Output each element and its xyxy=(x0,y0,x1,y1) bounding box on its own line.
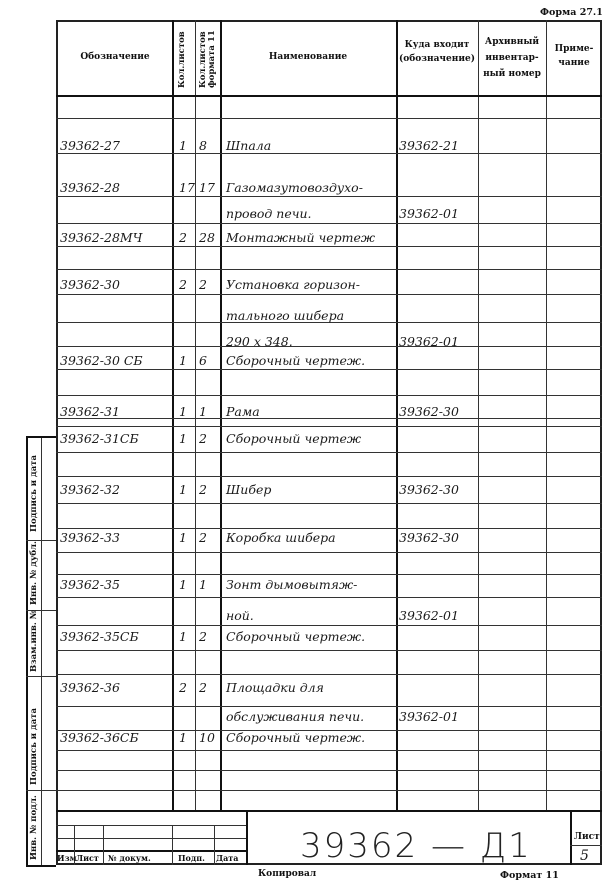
row-name: Коробка шибера xyxy=(226,530,336,545)
row-format: 17 xyxy=(199,180,215,195)
row-line xyxy=(56,790,602,791)
header-line xyxy=(56,95,602,97)
footer-copied: Копировал xyxy=(258,869,317,879)
row-line xyxy=(56,770,602,771)
row-line xyxy=(56,269,602,270)
row-name: обслуживания печи. xyxy=(226,709,365,724)
row-designation: 39362-36СБ xyxy=(60,730,139,745)
row-name: Шпала xyxy=(226,138,272,153)
sheet-label: Лист xyxy=(574,832,600,842)
row-name: Зонт дымовытяж- xyxy=(226,577,358,592)
col-line xyxy=(195,20,196,810)
side-label-replace-inv: Взам.инв. № xyxy=(29,609,39,672)
row-name: Сборочный чертеж. xyxy=(226,629,366,644)
row-line xyxy=(56,706,602,707)
row-name: Сборочный чертеж. xyxy=(226,730,366,745)
row-name: Рама xyxy=(226,404,260,419)
row-format: 2 xyxy=(199,431,207,446)
footer-format: Формат 11 xyxy=(500,870,559,881)
row-format: 2 xyxy=(199,530,207,545)
row-designation: 39362-27 xyxy=(60,138,120,153)
title-block-line xyxy=(103,825,104,865)
row-where: 39362-01 xyxy=(399,334,459,349)
col-line xyxy=(396,20,398,810)
row-name: Установка горизон- xyxy=(226,277,360,292)
side-line xyxy=(26,436,28,865)
row-designation: 39362-31 xyxy=(60,404,120,419)
row-name: Сборочный чертеж xyxy=(226,431,362,446)
row-sheets: 1 xyxy=(179,530,187,545)
row-sheets: 17 xyxy=(179,180,195,195)
row-designation: 39362-35 xyxy=(60,577,120,592)
row-format: 6 xyxy=(199,353,207,368)
row-line xyxy=(56,369,602,370)
title-block-line xyxy=(570,810,572,865)
row-where: 39362-30 xyxy=(399,530,459,545)
row-sheets: 2 xyxy=(179,680,187,695)
row-line xyxy=(56,452,602,453)
col-header-format: Кол.листов формата 11 xyxy=(198,30,217,88)
row-name: Сборочный чертеж. xyxy=(226,353,366,368)
row-designation: 39362-28МЧ xyxy=(60,230,143,245)
side-line xyxy=(41,436,42,865)
row-sheets: 1 xyxy=(179,577,187,592)
row-name: ной. xyxy=(226,608,254,623)
row-designation: 39362-28 xyxy=(60,180,120,195)
title-block-line xyxy=(56,825,246,826)
row-line xyxy=(56,574,602,575)
row-name: Площадки для xyxy=(226,680,324,695)
row-line xyxy=(56,597,602,598)
row-line xyxy=(56,625,602,626)
row-line xyxy=(56,246,602,247)
row-sheets: 1 xyxy=(179,629,187,644)
row-designation: 39362-31СБ xyxy=(60,431,139,446)
row-format: 2 xyxy=(199,629,207,644)
col-header-designation: Обозначение xyxy=(80,52,150,62)
row-where: 39362-01 xyxy=(399,709,459,724)
side-line xyxy=(26,865,56,867)
row-line xyxy=(56,750,602,751)
side-line xyxy=(26,790,56,791)
col-header-sheets: Кол.листов xyxy=(177,31,187,88)
row-format: 28 xyxy=(199,230,215,245)
row-line xyxy=(56,552,602,553)
title-izm: Изм xyxy=(57,853,77,863)
row-line xyxy=(56,294,602,295)
row-sheets: 1 xyxy=(179,431,187,446)
row-sheets: 1 xyxy=(179,482,187,497)
side-line xyxy=(26,676,56,677)
side-label-inv-dup: Инв. № дубл. xyxy=(29,540,39,605)
col-header-where: Куда входит (обозначение) xyxy=(399,40,475,64)
side-line xyxy=(26,436,56,438)
row-name: Монтажный чертеж xyxy=(226,230,376,245)
row-format: 2 xyxy=(199,482,207,497)
title-doc-no: № докум. xyxy=(108,853,151,863)
row-line xyxy=(56,426,602,427)
row-where: 39362-01 xyxy=(399,206,459,221)
row-sheets: 2 xyxy=(179,230,187,245)
col-header-name: Наименование xyxy=(268,52,348,62)
col-header-note: Приме-чание xyxy=(554,44,594,68)
row-format: 2 xyxy=(199,680,207,695)
row-sheets: 1 xyxy=(179,138,187,153)
side-label-sign-date-2: Подпись и дата xyxy=(29,707,39,785)
row-designation: 39362-35СБ xyxy=(60,629,139,644)
col-header-archive: Архивный инвентар-ный номер xyxy=(483,37,541,79)
col-line xyxy=(478,20,479,810)
row-format: 1 xyxy=(199,404,207,419)
row-name: Газомазутовоздухо- xyxy=(226,180,363,195)
row-line xyxy=(56,476,602,477)
row-designation: 39362-32 xyxy=(60,482,120,497)
row-where: 39362-30 xyxy=(399,482,459,497)
title-list: Лист xyxy=(76,853,99,863)
row-line xyxy=(56,503,602,504)
row-format: 8 xyxy=(199,138,207,153)
row-line xyxy=(56,395,602,396)
row-designation: 39362-30 xyxy=(60,277,120,292)
side-label-inv-orig: Инв. № подл. xyxy=(29,795,39,860)
row-line xyxy=(56,153,602,154)
row-where: 39362-01 xyxy=(399,608,459,623)
row-format: 1 xyxy=(199,577,207,592)
row-designation: 39362-33 xyxy=(60,530,120,545)
row-format: 2 xyxy=(199,277,207,292)
title-block-line xyxy=(214,825,215,865)
row-line xyxy=(56,674,602,675)
row-format: 10 xyxy=(199,730,215,745)
row-line xyxy=(56,118,602,119)
row-line xyxy=(56,346,602,347)
row-name: 290 х 348. xyxy=(226,334,293,349)
title-block-line xyxy=(56,810,602,812)
title-podp: Подп. xyxy=(178,853,205,863)
row-line xyxy=(56,650,602,651)
row-line xyxy=(56,418,602,419)
row-sheets: 1 xyxy=(179,404,187,419)
form-label: Форма 27.1 xyxy=(540,7,603,18)
title-block-line xyxy=(246,810,248,865)
sheet-number: 5 xyxy=(580,848,589,864)
row-where: 39362-30 xyxy=(399,404,459,419)
col-line xyxy=(220,20,222,810)
side-label-sign-date-1: Подпись и дата xyxy=(29,454,39,532)
row-sheets: 1 xyxy=(179,730,187,745)
title-data: Дата xyxy=(216,853,239,863)
row-name: провод печи. xyxy=(226,206,312,221)
row-line xyxy=(56,528,602,529)
row-designation: 39362-36 xyxy=(60,680,120,695)
title-block-line xyxy=(56,838,246,839)
row-sheets: 2 xyxy=(179,277,187,292)
title-block-line xyxy=(172,825,173,865)
col-line xyxy=(172,20,174,810)
row-name: Шибер xyxy=(226,482,272,497)
row-name: тального шибера xyxy=(226,308,345,323)
title-block-line xyxy=(570,845,602,846)
col-line xyxy=(546,20,547,810)
row-sheets: 1 xyxy=(179,353,187,368)
row-line xyxy=(56,223,602,224)
row-designation: 39362-30 СБ xyxy=(60,353,143,368)
row-where: 39362-21 xyxy=(399,138,459,153)
document-code: 39362 — Д1 xyxy=(300,826,532,866)
row-line xyxy=(56,196,602,197)
